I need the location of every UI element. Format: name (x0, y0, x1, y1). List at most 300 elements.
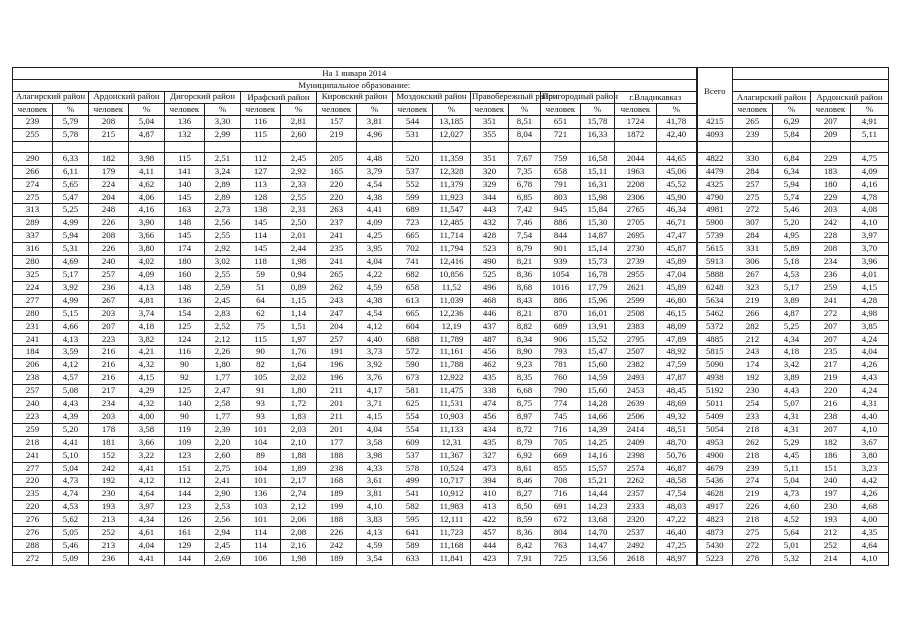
table-cell: 207 (811, 333, 851, 346)
table-cell: 216 (89, 372, 129, 385)
table-cell: 236 (811, 268, 851, 281)
table-cell: 410 (471, 488, 509, 501)
table-cell: 10,912 (433, 488, 471, 501)
table-cell: 691 (541, 501, 581, 514)
table-cell: 721 (541, 128, 581, 141)
table-cell: 12,328 (433, 165, 471, 178)
table-cell: 5,08 (53, 385, 89, 398)
table-cell: 274 (733, 475, 773, 488)
table-cell: 201 (317, 398, 357, 411)
table-cell: 723 (393, 217, 433, 230)
table-cell: 4,40 (851, 410, 889, 423)
table-cell: 123 (165, 501, 205, 514)
table-cell: 208 (89, 230, 129, 243)
unit-percent-header: % (129, 104, 165, 116)
table-cell: 582 (393, 501, 433, 514)
table-cell: 126 (165, 514, 205, 527)
table-cell: 4,57 (53, 372, 89, 385)
table-cell: 217 (89, 385, 129, 398)
table-row (13, 385, 889, 398)
table-cell: 589 (393, 540, 433, 553)
table-cell: 4,59 (357, 281, 393, 294)
table-row (13, 268, 889, 281)
table-cell: 344 (471, 191, 509, 204)
table-cell: 15,11 (581, 165, 615, 178)
table-cell: 224 (13, 281, 53, 294)
unit-people-header: человек (13, 104, 53, 116)
table-cell: 118 (241, 256, 281, 269)
table-cell: 243 (317, 294, 357, 307)
table-cell: 48,92 (657, 346, 697, 359)
table-cell: 148 (165, 281, 205, 294)
table-cell: 0,89 (281, 281, 317, 294)
table-row (13, 398, 889, 411)
table-cell: 157 (317, 116, 357, 129)
table-cell: 262 (733, 436, 773, 449)
table-cell: 276 (13, 514, 53, 527)
table-cell: 203 (89, 410, 129, 423)
table-cell: 11,531 (433, 398, 471, 411)
table-cell: 1,97 (281, 333, 317, 346)
table-cell: 413 (471, 501, 509, 514)
table-cell: 490 (471, 256, 509, 269)
table-cell: 2,55 (205, 268, 241, 281)
table-cell: 4,74 (53, 488, 89, 501)
table-cell: 4,99 (53, 294, 89, 307)
table-cell: 229 (811, 152, 851, 165)
table-row (13, 449, 889, 462)
table-row (13, 552, 889, 565)
table-cell: 152 (89, 449, 129, 462)
table-cell: 230 (811, 501, 851, 514)
table-cell: 89 (241, 449, 281, 462)
table-cell: 5,17 (773, 281, 811, 294)
table-cell: 82 (241, 359, 281, 372)
table-cell: 5,47 (53, 191, 89, 204)
table-cell: 106 (241, 552, 281, 565)
table-cell: 2705 (615, 217, 657, 230)
table-cell: 5,01 (773, 540, 811, 553)
empty-cell (53, 141, 89, 152)
table-cell: 4,33 (357, 462, 393, 475)
table-cell: 4,41 (129, 552, 165, 565)
table-cell: 4,64 (129, 488, 165, 501)
table-cell: 3,22 (129, 449, 165, 462)
table-cell: 3,85 (851, 320, 889, 333)
table-cell: 4,75 (851, 152, 889, 165)
table-cell: 669 (541, 449, 581, 462)
table-cell: 4,54 (357, 178, 393, 191)
table-cell: 4,29 (129, 385, 165, 398)
table-cell: 163 (165, 204, 205, 217)
table-cell: 220 (317, 191, 357, 204)
table-cell: 41,78 (657, 116, 697, 129)
empty-cell (205, 141, 241, 152)
table-cell: 237 (317, 217, 357, 230)
table-cell: 5615 (697, 243, 733, 256)
table-cell: 688 (393, 333, 433, 346)
table-cell: 226 (733, 501, 773, 514)
table-cell: 13,56 (581, 552, 615, 565)
table-cell: 2,59 (205, 281, 241, 294)
table-cell: 15,96 (581, 294, 615, 307)
table-row (13, 116, 889, 129)
table-cell: 2599 (615, 294, 657, 307)
unit-percent-header: % (581, 104, 615, 116)
table-cell: 267 (733, 268, 773, 281)
table-cell: 457 (471, 527, 509, 540)
table-cell: 4,01 (851, 268, 889, 281)
table-cell: 12,236 (433, 307, 471, 320)
table-cell: 2,56 (205, 514, 241, 527)
table-cell: 5054 (697, 423, 733, 436)
table-cell: 4,15 (357, 410, 393, 423)
table-cell: 4,69 (53, 256, 89, 269)
unit-percent-header: % (657, 104, 697, 116)
table-cell: 219 (317, 128, 357, 141)
table-cell: 2,55 (281, 191, 317, 204)
table-row (13, 475, 889, 488)
table-cell: 682 (393, 268, 433, 281)
table-cell: 6,68 (509, 385, 541, 398)
table-cell: 2,45 (281, 152, 317, 165)
table-cell: 11,168 (433, 540, 471, 553)
table-cell: 474 (471, 398, 509, 411)
table-cell: 233 (733, 410, 773, 423)
table-cell: 226 (89, 217, 129, 230)
table-cell: 1,77 (205, 372, 241, 385)
table-cell: 242 (89, 462, 129, 475)
table-cell: 138 (241, 204, 281, 217)
table-cell: 247 (317, 307, 357, 320)
region-header: Дигорский район (165, 92, 241, 104)
empty-cell (541, 141, 581, 152)
table-cell: 804 (541, 527, 581, 540)
table-cell: 496 (471, 281, 509, 294)
table-cell: 240 (811, 475, 851, 488)
table-cell: 272 (733, 540, 773, 553)
table-cell: 3,61 (357, 475, 393, 488)
table-cell: 4,53 (53, 501, 89, 514)
table-cell: 15,47 (581, 346, 615, 359)
table-cell: 235 (811, 346, 851, 359)
table-cell: 109 (165, 436, 205, 449)
table-cell: 702 (393, 243, 433, 256)
table-cell: 4679 (697, 462, 733, 475)
empty-cell (773, 141, 811, 152)
table-cell: 4,08 (851, 204, 889, 217)
table-cell: 213 (89, 540, 129, 553)
table-cell: 242 (811, 217, 851, 230)
table-cell: 276 (13, 527, 53, 540)
table-cell: 2574 (615, 462, 657, 475)
table-cell: 188 (317, 514, 357, 527)
table-cell: 46,80 (657, 294, 697, 307)
table-cell: 112 (241, 152, 281, 165)
table-cell: 2,92 (205, 243, 241, 256)
unit-percent-header: % (281, 104, 317, 116)
table-cell: 7,42 (509, 204, 541, 217)
table-cell: 355 (471, 128, 509, 141)
table-cell: 4823 (697, 514, 733, 527)
table-cell: 199 (317, 501, 357, 514)
table-cell: 4,24 (851, 333, 889, 346)
table-cell: 4,38 (357, 294, 393, 307)
table-cell: 1,77 (205, 410, 241, 423)
table-cell: 216 (811, 398, 851, 411)
table-cell: 2,20 (205, 436, 241, 449)
table-cell: 4790 (697, 191, 733, 204)
table-cell: 216 (89, 346, 129, 359)
table-row (13, 410, 889, 423)
table-cell: 91 (241, 385, 281, 398)
table-cell: 2,45 (205, 540, 241, 553)
table-cell: 3,95 (357, 243, 393, 256)
table-cell: 337 (13, 230, 53, 243)
table-cell: 5,10 (53, 449, 89, 462)
table-cell: 525 (471, 268, 509, 281)
table-cell: 4,95 (773, 230, 811, 243)
table-cell: 241 (811, 294, 851, 307)
table-cell: 741 (393, 256, 433, 269)
table-cell: 8,79 (509, 436, 541, 449)
unit-percent-header: % (851, 104, 889, 116)
table-cell: 105 (241, 372, 281, 385)
table-cell: 90 (165, 410, 205, 423)
table-cell: 2,10 (281, 436, 317, 449)
table-cell: 4,54 (357, 307, 393, 320)
table-cell: 168 (317, 475, 357, 488)
table-cell: 6,78 (509, 178, 541, 191)
table-cell: 11,52 (433, 281, 471, 294)
table-cell: 499 (393, 475, 433, 488)
table-cell: 1,76 (281, 346, 317, 359)
table-cell: 313 (13, 204, 53, 217)
table-cell: 2320 (615, 514, 657, 527)
table-cell: 716 (541, 423, 581, 436)
table-cell: 8,27 (509, 488, 541, 501)
table-cell: 781 (541, 359, 581, 372)
empty-cell (581, 141, 615, 152)
table-cell: 428 (471, 230, 509, 243)
table-cell: 119 (165, 423, 205, 436)
table-row (13, 436, 889, 449)
table-cell: 140 (165, 398, 205, 411)
table-cell: 239 (733, 128, 773, 141)
table-cell: 4,12 (53, 359, 89, 372)
table-cell: 8,43 (509, 294, 541, 307)
empty-cell (697, 141, 733, 152)
table-cell: 275 (13, 191, 53, 204)
table-cell: 236 (89, 552, 129, 565)
table-cell: 4,02 (129, 256, 165, 269)
statistics-table-sheet (12, 67, 883, 566)
table-cell: 196 (317, 372, 357, 385)
table-cell: 443 (471, 204, 509, 217)
table-cell: 8,97 (509, 410, 541, 423)
table-cell: 4,06 (129, 191, 165, 204)
table-cell: 45,89 (657, 256, 697, 269)
table-cell: 1963 (615, 165, 657, 178)
table-cell: 45,89 (657, 281, 697, 294)
table-row (13, 165, 889, 178)
table-cell: 4,87 (129, 128, 165, 141)
table-cell: 4628 (697, 488, 733, 501)
table-cell: 4,40 (357, 333, 393, 346)
table-cell: 1054 (541, 268, 581, 281)
table-cell: 206 (13, 359, 53, 372)
table-cell: 275 (733, 527, 773, 540)
table-cell: 219 (733, 488, 773, 501)
table-cell: 8,68 (509, 281, 541, 294)
table-cell: 4885 (697, 333, 733, 346)
table-cell: 235 (317, 243, 357, 256)
table-cell: 178 (89, 423, 129, 436)
table-cell: 49,32 (657, 410, 697, 423)
table-cell: 4,16 (851, 178, 889, 191)
table-cell: 92 (165, 372, 205, 385)
table-cell: 12,027 (433, 128, 471, 141)
date-title: На 1 января 2014 (13, 68, 697, 80)
table-cell: 8,82 (509, 320, 541, 333)
table-cell: 790 (541, 385, 581, 398)
table-cell: 3,96 (851, 256, 889, 269)
table-cell: 6,11 (53, 165, 89, 178)
table-cell: 5,04 (53, 462, 89, 475)
table-cell: 590 (393, 359, 433, 372)
table-cell: 59 (241, 268, 281, 281)
unit-people-header: человек (165, 104, 205, 116)
table-cell: 2,06 (281, 514, 317, 527)
table-cell: 5192 (697, 385, 733, 398)
empty-cell (509, 141, 541, 152)
table-cell: 5739 (697, 230, 733, 243)
population-table (12, 67, 889, 566)
table-cell: 473 (471, 462, 509, 475)
table-cell: 11,379 (433, 178, 471, 191)
table-cell: 239 (13, 116, 53, 129)
table-cell: 1,80 (281, 385, 317, 398)
table-cell: 2,51 (205, 152, 241, 165)
region-header: Правобережный район (471, 92, 541, 104)
table-cell: 423 (471, 552, 509, 565)
table-cell: 4,15 (851, 281, 889, 294)
table-cell: 203 (811, 204, 851, 217)
table-cell: 725 (541, 552, 581, 565)
table-cell: 8,04 (509, 128, 541, 141)
table-cell: 213 (89, 514, 129, 527)
region-header: Пригородный район (541, 92, 615, 104)
table-cell: 520 (393, 152, 433, 165)
table-cell: 267 (89, 294, 129, 307)
table-cell: 1,83 (281, 410, 317, 423)
table-cell: 4,26 (851, 488, 889, 501)
table-cell: 2730 (615, 243, 657, 256)
table-cell: 2,52 (205, 320, 241, 333)
table-cell: 870 (541, 307, 581, 320)
region-header: Ардонский район (89, 92, 165, 104)
table-cell: 901 (541, 243, 581, 256)
empty-cell (615, 141, 657, 152)
table-cell: 4,22 (357, 268, 393, 281)
table-cell: 708 (541, 475, 581, 488)
table-cell: 2,99 (205, 128, 241, 141)
table-cell: 280 (13, 307, 53, 320)
table-cell: 8,21 (509, 307, 541, 320)
table-cell: 218 (13, 436, 53, 449)
table-cell: 226 (89, 243, 129, 256)
table-cell: 144 (165, 488, 205, 501)
table-cell: 238 (811, 410, 851, 423)
table-cell: 217 (811, 359, 851, 372)
table-cell: 3,83 (357, 514, 393, 527)
table-cell: 537 (393, 165, 433, 178)
table-cell: 5,94 (53, 230, 89, 243)
table-cell: 248 (89, 204, 129, 217)
table-cell: 207 (811, 320, 851, 333)
table-cell: 5,62 (53, 514, 89, 527)
empty-cell (357, 141, 393, 152)
table-cell: 3,92 (357, 359, 393, 372)
table-cell: 259 (13, 423, 53, 436)
table-cell: 12,111 (433, 514, 471, 527)
table-cell: 145 (165, 230, 205, 243)
table-cell: 4,81 (129, 294, 165, 307)
table-cell: 8,79 (509, 243, 541, 256)
table-cell: 4873 (697, 527, 733, 540)
table-cell: 4,04 (357, 423, 393, 436)
table-row (13, 488, 889, 501)
table-cell: 193 (89, 501, 129, 514)
table-cell: 4,59 (357, 540, 393, 553)
table-cell: 45,52 (657, 178, 697, 191)
table-cell: 2,55 (205, 230, 241, 243)
table-cell: 46,40 (657, 527, 697, 540)
table-row (13, 346, 889, 359)
table-cell: 234 (811, 256, 851, 269)
table-cell: 2383 (615, 320, 657, 333)
table-cell: 4822 (697, 152, 733, 165)
table-cell: 223 (13, 410, 53, 423)
table-cell: 205 (317, 152, 357, 165)
table-cell: 4,38 (357, 191, 393, 204)
table-cell: 434 (471, 423, 509, 436)
table-cell: 47,59 (657, 359, 697, 372)
table-cell: 4,12 (357, 320, 393, 333)
table-cell: 11,794 (433, 243, 471, 256)
table-cell: 2,83 (205, 307, 241, 320)
table-cell: 5,46 (53, 540, 89, 553)
table-cell: 2208 (615, 178, 657, 191)
unit-percent-header: % (205, 104, 241, 116)
table-cell: 3,71 (357, 398, 393, 411)
table-cell: 48,51 (657, 423, 697, 436)
right-region-header: Ардонский район (811, 92, 889, 104)
table-cell: 14,16 (581, 449, 615, 462)
table-cell: 224 (89, 178, 129, 191)
table-cell: 2382 (615, 359, 657, 372)
table-cell: 16,58 (581, 152, 615, 165)
table-cell: 1,14 (281, 307, 317, 320)
empty-cell (471, 141, 509, 152)
table-cell: 288 (13, 540, 53, 553)
table-cell: 2492 (615, 540, 657, 553)
table-cell: 2,60 (281, 128, 317, 141)
table-cell: 1,51 (281, 320, 317, 333)
table-cell: 705 (541, 436, 581, 449)
table-row (13, 217, 889, 230)
table-cell: 5888 (697, 268, 733, 281)
